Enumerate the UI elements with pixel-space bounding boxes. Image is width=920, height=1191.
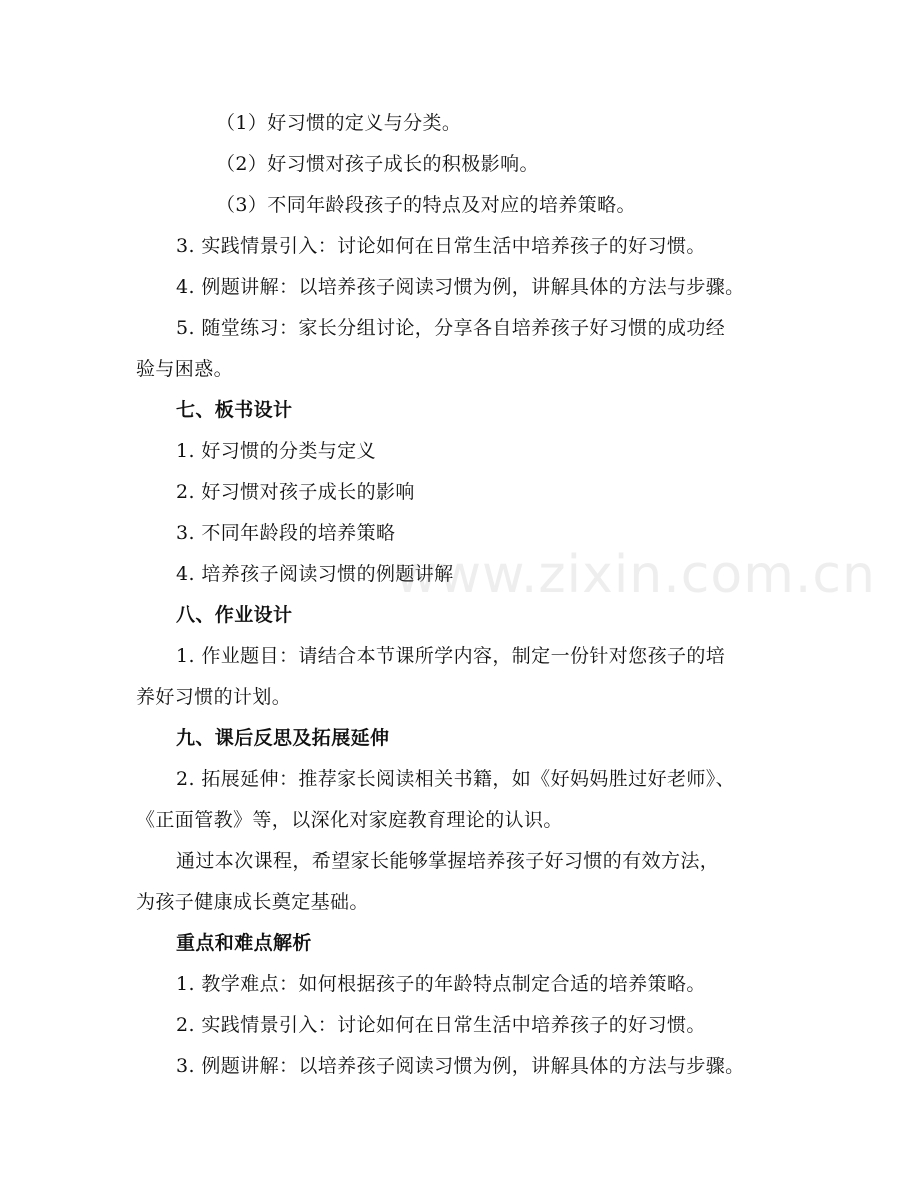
list-item: 3. 不同年龄段的培养策略 bbox=[176, 522, 396, 544]
list-item: （2）好习惯对孩子成长的积极影响。 bbox=[216, 153, 539, 175]
list-item: 1. 作业题目：请结合本节课所学内容，制定一份针对您孩子的培 bbox=[176, 645, 726, 667]
paragraph-continuation: 为孩子健康成长奠定基础。 bbox=[136, 891, 369, 913]
list-item: 1. 好习惯的分类与定义 bbox=[176, 440, 376, 462]
list-item: 1. 教学难点：如何根据孩子的年龄特点制定合适的培养策略。 bbox=[176, 973, 706, 995]
section-heading: 七、板书设计 bbox=[176, 399, 293, 421]
section-heading: 重点和难点解析 bbox=[176, 932, 312, 954]
list-item: 2. 实践情景引入：讨论如何在日常生活中培养孩子的好习惯。 bbox=[176, 1014, 706, 1036]
paragraph: 通过本次课程，希望家长能够掌握培养孩子好习惯的有效方法， bbox=[176, 850, 720, 872]
list-item: 2. 拓展延伸：推荐家长阅读相关书籍，如《好妈妈胜过好老师》、 bbox=[176, 768, 736, 790]
list-item: （3）不同年龄段孩子的特点及对应的培养策略。 bbox=[216, 194, 636, 216]
list-item: 4. 例题讲解：以培养孩子阅读习惯为例，讲解具体的方法与步骤。 bbox=[176, 276, 745, 298]
paragraph-continuation: 《正面管教》等，以深化对家庭教育理论的认识。 bbox=[136, 809, 563, 831]
list-item: 3. 例题讲解：以培养孩子阅读习惯为例，讲解具体的方法与步骤。 bbox=[176, 1055, 745, 1077]
paragraph-continuation: 养好习惯的计划。 bbox=[136, 686, 292, 708]
list-item: 4. 培养孩子阅读习惯的例题讲解 bbox=[176, 563, 454, 585]
paragraph-continuation: 验与困惑。 bbox=[136, 358, 234, 380]
list-item: 5. 随堂练习：家长分组讨论，分享各自培养孩子好习惯的成功经 bbox=[176, 317, 726, 339]
list-item: 2. 好习惯对孩子成长的影响 bbox=[176, 481, 415, 503]
list-item: 3. 实践情景引入：讨论如何在日常生活中培养孩子的好习惯。 bbox=[176, 235, 706, 257]
watermark: www.zixin.com.cn bbox=[395, 545, 876, 605]
section-heading: 九、课后反思及拓展延伸 bbox=[176, 727, 390, 749]
section-heading: 八、作业设计 bbox=[176, 604, 293, 626]
list-item: （1）好习惯的定义与分类。 bbox=[216, 112, 462, 134]
